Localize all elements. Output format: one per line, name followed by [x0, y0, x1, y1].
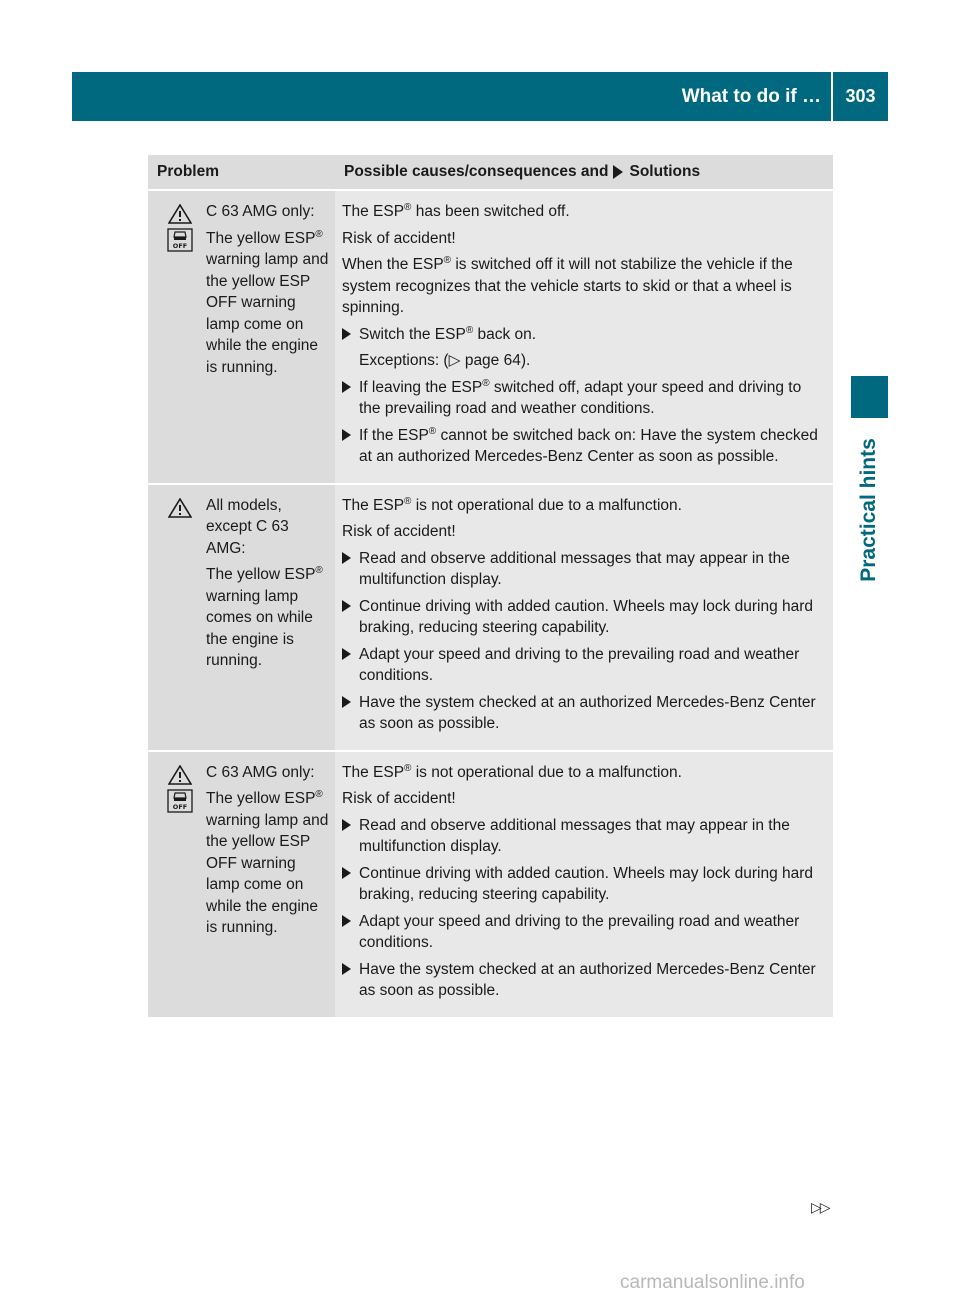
problem-solution-table [148, 155, 833, 1017]
watermark: carmanualsonline.info [620, 1272, 805, 1293]
cause-paragraph: The ESP® is not operational due to a malfunction. [342, 762, 682, 781]
step-arrow-icon [342, 596, 359, 639]
header-solutions-prefix: Possible causes/consequences and [344, 163, 609, 181]
problem-paragraph: All models, except C 63 AMG: [206, 496, 289, 557]
arrow-icon [613, 165, 623, 179]
step-text: Have the system checked at an authorized Mercedes-Benz Center as soon as possible. [359, 693, 816, 732]
step-text: Adapt your speed and driving to the prevailing road and weather conditions. [359, 912, 800, 951]
problem-text [206, 495, 331, 740]
solution-step [342, 548, 827, 591]
solution-step [342, 324, 827, 346]
cause-paragraph: Risk of accident! [342, 790, 456, 807]
cause-paragraph: The ESP® is not operational due to a malfunction. [342, 495, 682, 514]
solution-step [342, 644, 827, 687]
step-text: If leaving the ESP® switched off, adapt your speed and driving to the prevailing road and weather conditions. [359, 377, 802, 417]
problem-cell [148, 752, 335, 1017]
step-text: Switch the ESP® back on. [359, 324, 537, 343]
step-text: Read and observe additional messages that may appear in the multifunction display. [359, 549, 790, 588]
svg-text:OFF: OFF [172, 242, 188, 250]
table-header [148, 155, 833, 189]
cause-paragraph: Risk of accident! [342, 523, 456, 540]
step-arrow-icon [342, 324, 359, 346]
step-arrow-icon [342, 377, 359, 420]
problem-icons [154, 201, 206, 473]
cause-paragraph: The ESP® has been switched off. [342, 201, 570, 220]
problem-icons [154, 762, 206, 1007]
page-number: 303 [845, 86, 876, 106]
cause-paragraph: Risk of accident! [342, 229, 456, 247]
esp-off-icon [167, 229, 193, 251]
problem-paragraph: C 63 AMG only: [206, 763, 315, 781]
step-text: Read and observe additional messages that may appear in the multifunction display. [359, 816, 790, 855]
problem-text [206, 762, 331, 1007]
step-arrow-icon [342, 911, 359, 954]
solution-step [342, 815, 827, 858]
chapter-tab [851, 376, 888, 418]
solution-step [342, 425, 827, 468]
problem-text [206, 201, 331, 473]
step-arrow-icon [342, 425, 359, 468]
step-arrow-icon [342, 644, 359, 687]
chapter-label: Practical hints [857, 438, 880, 582]
solution-step [342, 959, 827, 1002]
problem-paragraph: The yellow ESP® warning lamp and the yellow ESP OFF warning lamp come on while the engine is running. [206, 788, 329, 936]
section-title: What to do if … [681, 85, 821, 107]
solution-cell [335, 191, 833, 483]
step-text: Have the system checked at an authorized Mercedes-Benz Center as soon as possible. [359, 960, 816, 999]
solution-step [342, 911, 827, 954]
solution-step [342, 377, 827, 420]
table-row [148, 189, 833, 483]
header-solutions-suffix: Solutions [629, 163, 701, 181]
solution-step [342, 692, 827, 735]
problem-icons [154, 495, 206, 740]
solution-cell [335, 485, 833, 750]
step-arrow-icon [342, 863, 359, 906]
warning-triangle-icon [167, 497, 193, 519]
esp-off-icon [167, 790, 193, 812]
step-arrow-icon [342, 692, 359, 735]
solution-cell [335, 752, 833, 1017]
warning-triangle-icon [167, 764, 193, 786]
solution-step [342, 863, 827, 906]
step-text: Continue driving with added caution. Wheels may lock during hard braking, reducing steering capability. [359, 597, 814, 636]
continue-icon: ▷▷ [811, 1199, 829, 1215]
step-arrow-icon [342, 548, 359, 591]
cause-paragraph: When the ESP® is switched off it will not stabilize the vehicle if the system recognizes that the vehicle starts to skid or that a wheel is spinning. [342, 254, 793, 316]
header-solutions [335, 155, 833, 189]
step-arrow-icon [342, 959, 359, 1002]
solution-step [342, 596, 827, 639]
svg-text:OFF: OFF [172, 802, 188, 811]
header-problem: Problem [157, 163, 220, 181]
page-header [72, 72, 888, 121]
step-note: Exceptions: (▷ page 64). [359, 352, 531, 369]
problem-paragraph: The yellow ESP® warning lamp and the yellow ESP OFF warning lamp come on while the engine is running. [206, 228, 329, 376]
table-row [148, 750, 833, 1017]
step-text: Adapt your speed and driving to the prevailing road and weather conditions. [359, 645, 800, 684]
problem-paragraph: C 63 AMG only: [206, 203, 315, 220]
table-body [148, 189, 833, 1017]
problem-paragraph: The yellow ESP® warning lamp comes on while the engine is running. [206, 564, 323, 669]
problem-cell [148, 485, 335, 750]
warning-triangle-icon [167, 203, 193, 225]
step-arrow-icon [342, 815, 359, 858]
step-text: If the ESP® cannot be switched back on: Have the system checked at an authorized Mercedes-Benz Center as soon as possible. [359, 425, 818, 465]
step-text: Continue driving with added caution. Wheels may lock during hard braking, reducing steering capability. [359, 864, 814, 903]
problem-cell [148, 191, 335, 483]
table-row [148, 483, 833, 750]
